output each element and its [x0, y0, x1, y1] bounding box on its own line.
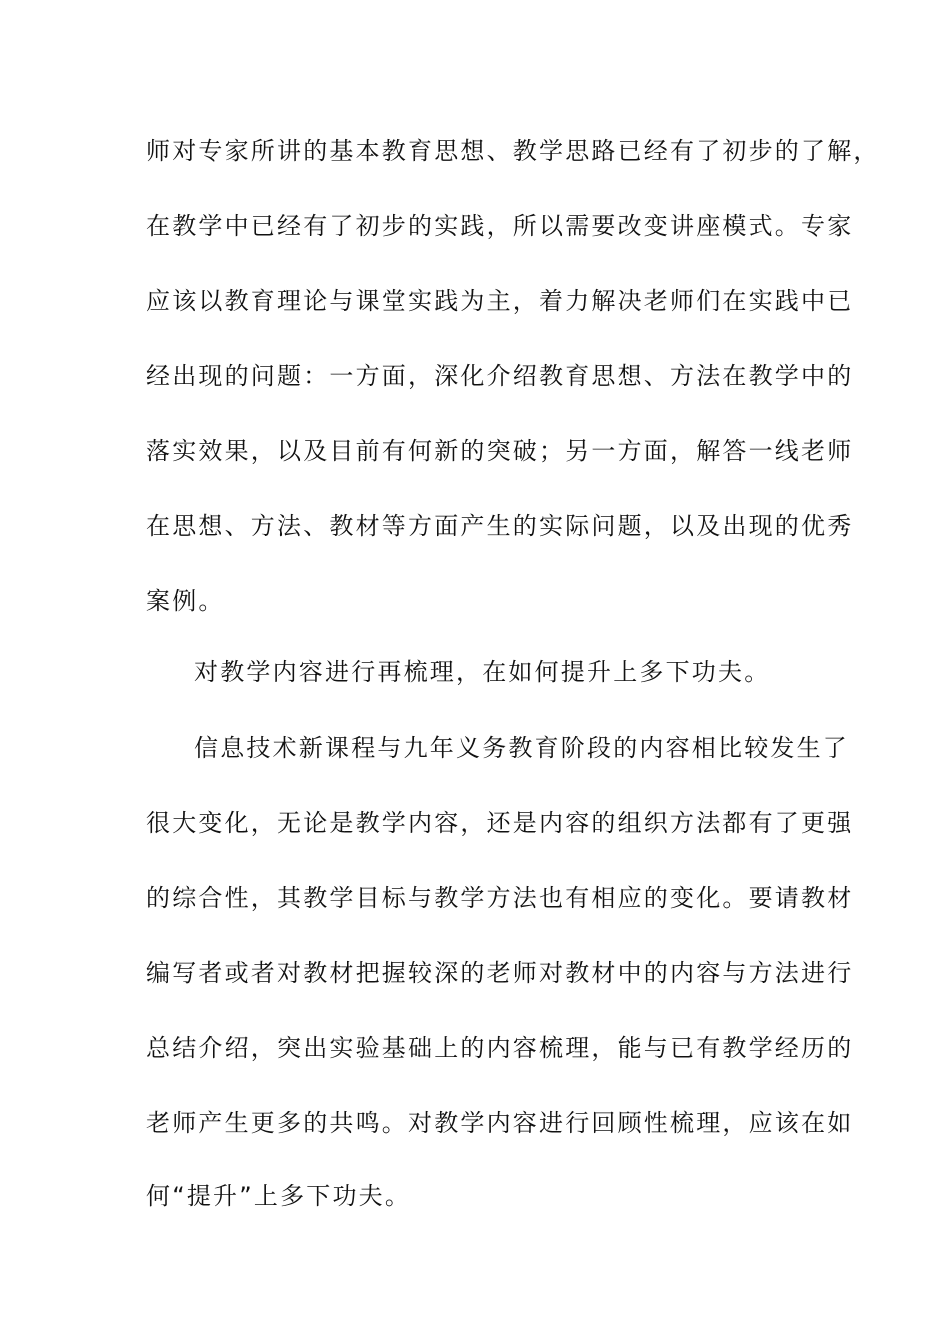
text-line-2: 在教学中已经有了初步的实践，所以需要改变讲座模式。专家 — [146, 212, 854, 240]
text-line-13: 总结介绍，突出实验基础上的内容梳理，能与已有教学经历的 — [146, 1034, 854, 1062]
text-line-15: 何“提升”上多下功夫。 — [146, 1182, 412, 1210]
text-line-9: 信息技术新课程与九年义务教育阶段的内容相比较发生了 — [194, 734, 849, 762]
text-line-11: 的综合性，其教学目标与教学方法也有相应的变化。要请教材 — [146, 884, 854, 912]
text-line-1: 师对专家所讲的基本教育思想、教学思路已经有了初步的了解， — [146, 137, 880, 165]
text-line-14: 老师产生更多的共鸣。对教学内容进行回顾性梳理，应该在如 — [146, 1109, 854, 1137]
text-line-4: 经出现的问题：一方面，深化介绍教育思想、方法在教学中的 — [146, 362, 854, 390]
text-line-3: 应该以教育理论与课堂实践为主，着力解决老师们在实践中已 — [146, 287, 854, 315]
text-line-5: 落实效果，以及目前有何新的突破；另一方面，解答一线老师 — [146, 437, 854, 465]
text-line-7: 案例。 — [146, 587, 225, 615]
text-line-6: 在思想、方法、教材等方面产生的实际问题，以及出现的优秀 — [146, 512, 854, 540]
paragraph-heading: 对教学内容进行再梳理，在如何提升上多下功夫。 — [194, 658, 771, 686]
text-line-10: 很大变化，无论是教学内容，还是内容的组织方法都有了更强 — [146, 809, 854, 837]
text-line-12: 编写者或者对教材把握较深的老师对教材中的内容与方法进行 — [146, 959, 854, 987]
